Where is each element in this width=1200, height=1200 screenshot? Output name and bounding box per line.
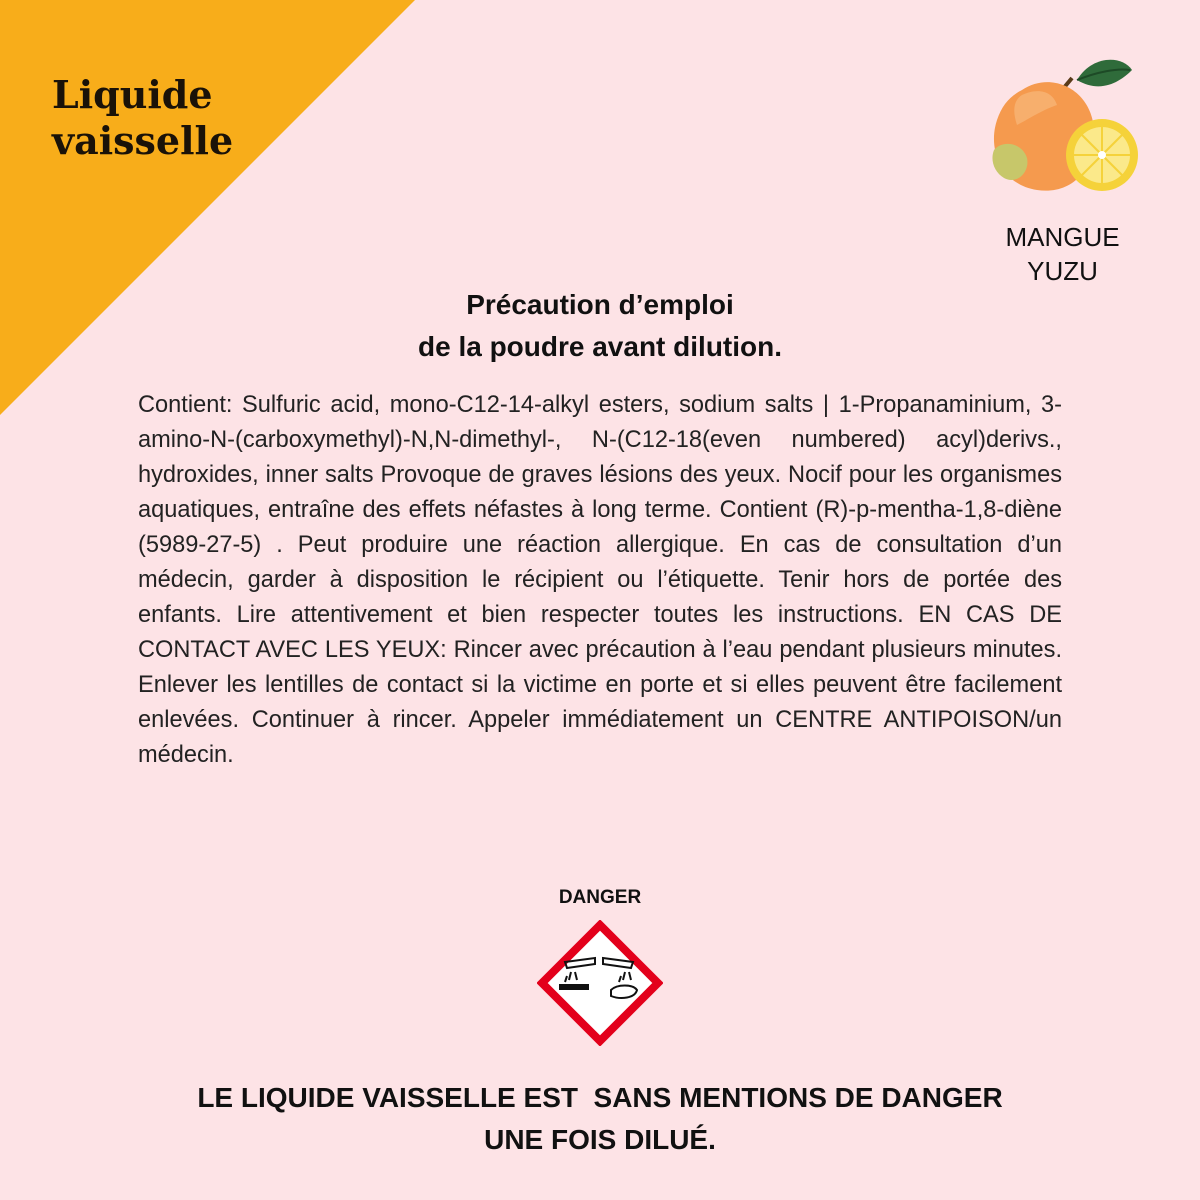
precaution-body: Contient: Sulfuric acid, mono-C12-14-alkyl esters, sodium salts | 1-Propanaminium, 3-amino-N-(carboxymethyl)-N,N-dimethyl-, N-(C12-18(even numbered) acyl)derivs., hydroxides, inner salts Provoque de graves lésions des yeux. Nocif pour les organismes aquatiques, entraîne des effets néfastes à long terme. Contient (R)-p-mentha-1,8-diène (5989-27-5) . Peut produire une réaction allergique. En cas de consultation d’un médecin, garder à disposition le récipient ou l’étiquette. Tenir hors de portée des enfants. Lire attentivement et bien respecter toutes les instructions. EN CAS DE CONTACT AVEC LES YEUX: Rincer avec précaution à l’eau pendant plusieurs minutes. Enlever les lentilles de contact si la victime en porte et si elles peuvent être facilement enlevées. Continuer à rincer. Appeler immédiatement un CENTRE ANTIPOISON/un médecin. [138,392,1062,768]
product-title-line1: Liquide [52,72,213,117]
flavor-line1: MANGUE [1005,222,1120,252]
danger-label: DANGER [558,887,642,908]
heading-line2: de la poudre avant dilution. [417,331,783,362]
corrosive-pictogram-icon [537,920,663,1046]
product-title-line2: vaisselle [52,118,234,163]
flavor-line2: YUZU [1027,256,1098,286]
flavor-name [990,220,1135,288]
footer-notice [100,1077,1100,1161]
footer-line1: LE LIQUIDE VAISSELLE EST SANS MENTIONS DE DANGER [197,1082,1003,1113]
precaution-heading [300,284,900,368]
heading-line1: Précaution d’emploi [466,289,734,320]
mango-yuzu-illustration-icon [982,50,1147,200]
footer-line2: UNE FOIS DILUÉ. [484,1124,716,1155]
product-title [52,72,233,164]
